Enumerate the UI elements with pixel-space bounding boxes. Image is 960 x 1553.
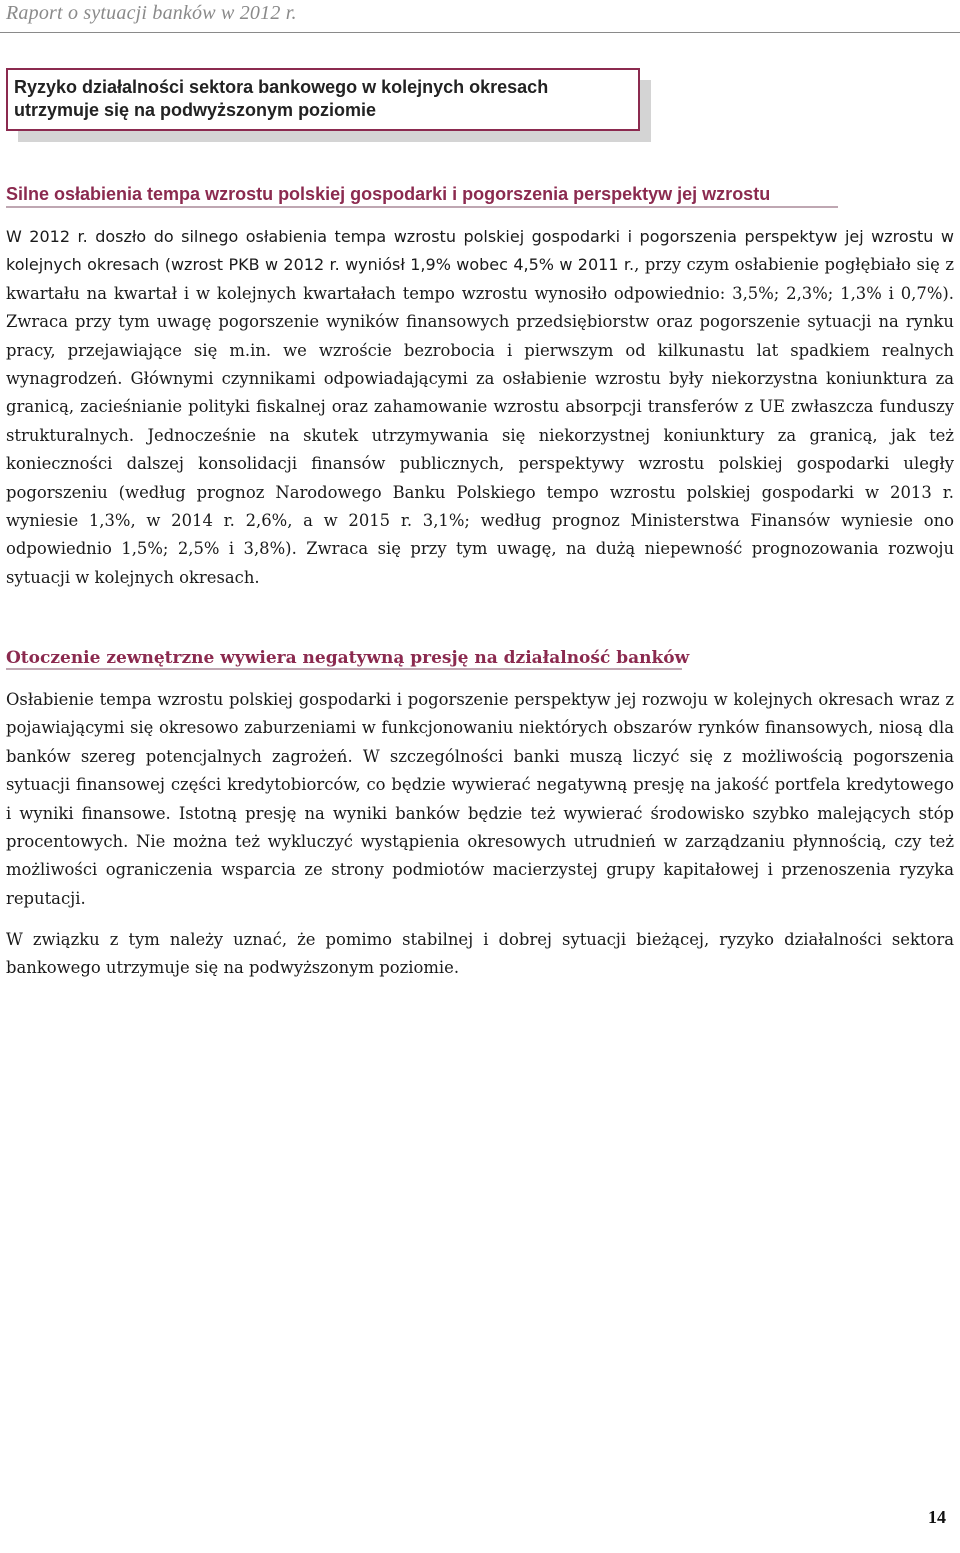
- section-heading-1: Silne osłabienia tempa wzrostu polskiej gospodarki i pogorszenia perspektyw jej wzrostu: [6, 184, 771, 204]
- title-box-line-1: Ryzyko działalności sektora bankowego w kolejnych okresach: [14, 77, 549, 97]
- header-divider: [0, 32, 960, 33]
- title-box-text: [14, 76, 548, 122]
- section-1-paragraph-part-2: , przy czym osłabienie pogłębiało się z kwartału na kwartał i w kolejnych kwartałach tempo wzrostu wynosiło odpowiednio: 3,5%; 2,3%; 1,3% i 0,7%). Zwraca przy tym uwagę pogorszenie wyników finansowych przedsiębiorstw oraz pogorszenie sytuacji na rynku pracy, przejawiające się m.in. we wzroście bezrobocia i pierwszym od kilkunastu lat spadkiem realnych wynagrodzeń. Głównymi czynnikami odpowiadającymi za osłabienie wzrostu były niekorzystna koniunktura za granicą, zacieśnianie polityki fiskalnej oraz zahamowanie wzrostu absorpcji transferów z UE zwłaszcza funduszy strukturalnych. Jednocześnie na skutek utrzymywania się niekorzystnej koniunktury za granicą, jak też konieczności dalszej konsolidacji finansów publicznych, perspektywy wzrostu polskiej gospodarki uległy pogorszeniu (według prognoz Narodowego Banku Polskiego tempo wzrostu polskiej gospodarki w 2013 r. wyniesie 1,3%, w 2014 r. 2,6%, a w 2015 r. 3,1%; według prognoz Ministerstwa Finansów wyniesie ono odpowiednio 1,5%; 2,5% i 3,8%). Zwraca się przy tym uwagę, na dużą niepewność prognozowania rozwoju sytuacji w kolejnych okresach.: [6, 255, 954, 587]
- page-number: 14: [928, 1507, 946, 1527]
- section-heading-1-underline: [6, 206, 838, 208]
- title-box-line-2: utrzymuje się na podwyższonym poziomie: [14, 100, 377, 120]
- section-1-paragraph-part-1: W 2012 r. doszło do silnego osłabienia tempa wzrostu polskiej gospodarki i pogorszenia perspektyw jej wzrostu w kolejnych okresach (wzrost PKB w 2012 r. wyniósł 1,9% wobec 4,5% w 2011 r.: [6, 227, 954, 275]
- section-heading-2-underline: [6, 668, 682, 670]
- section-heading-2: Otoczenie zewnętrzne wywiera negatywną presję na działalność banków: [6, 648, 690, 668]
- section-1-paragraph: [6, 223, 954, 592]
- title-box: [6, 68, 640, 131]
- running-header: Raport o sytuacji banków w 2012 r.: [6, 2, 297, 24]
- section-2-paragraph-1: Osłabienie tempa wzrostu polskiej gospodarki i pogorszenie perspektyw jej rozwoju w kolejnych okresach wraz z pojawiającymi się okresowo zaburzeniami w funkcjonowaniu niektórych obszarów rynków finansowych, niosą dla banków szereg potencjalnych zagrożeń. W szczególności banki muszą liczyć się z możliwością pogorszenia sytuacji finansowej części kredytobiorców, co będzie wywierać negatywną presję na jakość portfela kredytowego i wyniki finansowe. Istotną presję na wyniki banków będzie też wywierać środowisko szybko malejących stóp procentowych. Nie można też wykluczyć wystąpienia okresowych utrudnień w zarządzaniu płynnością, czy też możliwości ograniczenia wsparcia ze strony podmiotów macierzystej grupy kapitałowej i przenoszenia ryzyka reputacji.: [6, 690, 954, 908]
- section-2-paragraph-2: W związku z tym należy uznać, że pomimo stabilnej i dobrej sytuacji bieżącej, ryzyko działalności sektora bankowego utrzymuje się na podwyższonym poziomie.: [6, 930, 954, 978]
